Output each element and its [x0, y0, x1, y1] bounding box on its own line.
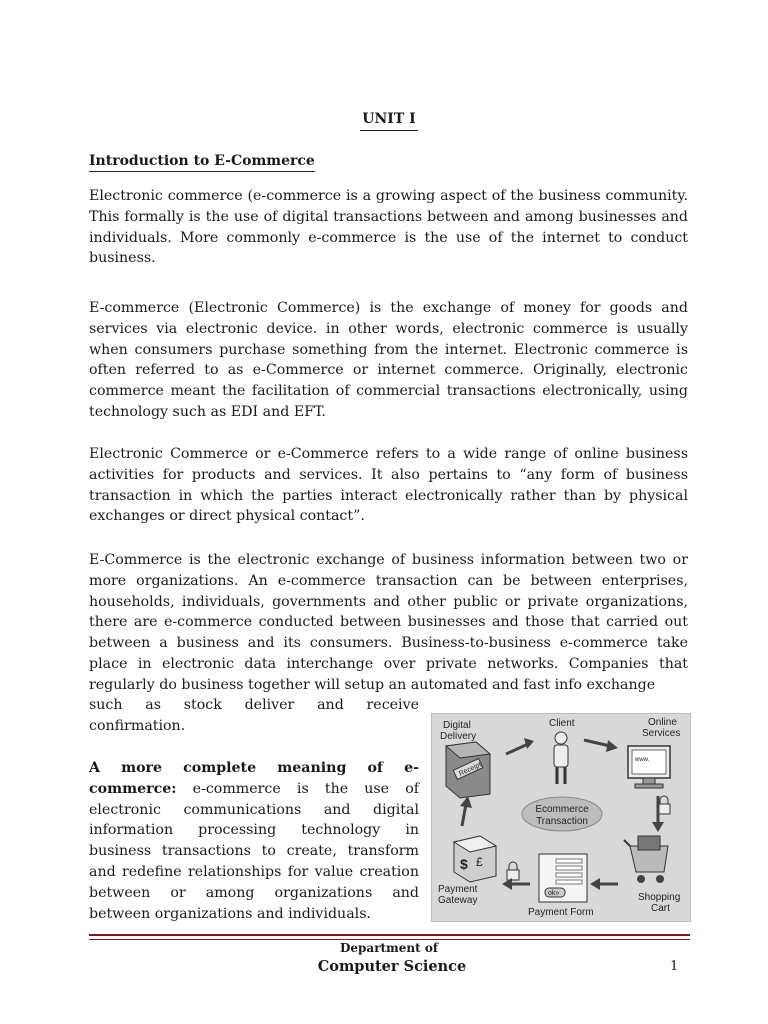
- unit-title: UNIT I: [0, 111, 768, 127]
- svg-text:£: £: [476, 855, 483, 869]
- paragraph-2: E-commerce (Electronic Commerce) is the exchange of money for goods and services via electronic device. in other words, electronic commerce is usually when consumers purchase something from the internet. Electronic commerce is often referred to as e-Commerce or internet commerce. Originally, electronic commerce meant the facilitation of commercial transactions electronically, using technology such as EDI and EFT.: [89, 300, 688, 420]
- lock-icon: [658, 796, 670, 814]
- paragraph-4-end: confirmation.: [89, 718, 186, 734]
- receipt-box-icon: [446, 742, 490, 798]
- footer-subject: Computer Science: [317, 958, 467, 975]
- ecommerce-diagram: [431, 713, 691, 922]
- payment-form-icon: [539, 854, 587, 902]
- label-transaction: Transaction: [536, 816, 588, 827]
- paragraph-4-continued: such as stock deliver and receive: [89, 697, 419, 713]
- label-cart: Cart: [651, 903, 670, 914]
- label-delivery: Delivery: [440, 731, 477, 742]
- paragraph-4: E-Commerce is the electronic exchange of business information between two or more organizations. An e-commerce transaction can be between enterprises, households, individuals, governments and other public or private organizations, there are e-commerce conducted between businesses and those that carried out between a business and its consumers. Business-to-business e-commerce take place in electronic data interchange over private networks. Companies that regularly do business together will setup an automated and fast info exchange: [89, 552, 688, 693]
- label-services: Services: [642, 728, 681, 739]
- lock-icon: [507, 862, 519, 880]
- client-person-icon: [554, 732, 568, 784]
- definition-text: e-commerce is the use of electronic communications and digital information processing technology in business transactions to create, transform and redefine relationships for value creation between or among organizations and between organizations and individuals.: [89, 780, 419, 922]
- shopping-cart-icon: [624, 836, 668, 883]
- label-digital: Digital: [443, 720, 471, 731]
- svg-text:$: $: [460, 856, 468, 872]
- paragraph-3: Electronic Commerce or e-Commerce refers to a wide range of online business activities for products and services. It also pertains to “any form of business transaction in which the parties interact electronically rather than by physical exchanges or direct physical contact”.: [89, 446, 688, 525]
- ecommerce-diagram-svg: [432, 714, 690, 921]
- payment-gateway-icon: [454, 836, 496, 882]
- label-shopping: Shopping: [638, 892, 681, 903]
- label-gateway: Gateway: [438, 895, 478, 906]
- label-online: Online: [648, 717, 677, 728]
- page-number: 1: [670, 959, 679, 974]
- footer-rule: [89, 934, 690, 940]
- paragraph-5: [89, 758, 419, 924]
- section-heading: Introduction to E-Commerce: [89, 153, 315, 172]
- definition-term: A more complete meaning of e-commerce:: [89, 760, 419, 797]
- monitor-icon: [628, 746, 670, 788]
- label-www: www.: [635, 757, 650, 763]
- label-payment-form: Payment Form: [528, 907, 594, 918]
- label-ecommerce: Ecommerce: [535, 804, 589, 815]
- label-receipt: Receipt: [458, 761, 483, 778]
- label-ok: ok»: [548, 890, 560, 897]
- footer-department: Department of: [339, 941, 438, 955]
- label-client: Client: [549, 718, 575, 729]
- paragraph-1: Electronic commerce (e-commerce is a growing aspect of the business community. This formally is the use of digital transactions between and among businesses and individuals. More commonly e-commerce is the use of the internet to conduct business.: [89, 188, 688, 267]
- label-payment: Payment: [438, 884, 478, 895]
